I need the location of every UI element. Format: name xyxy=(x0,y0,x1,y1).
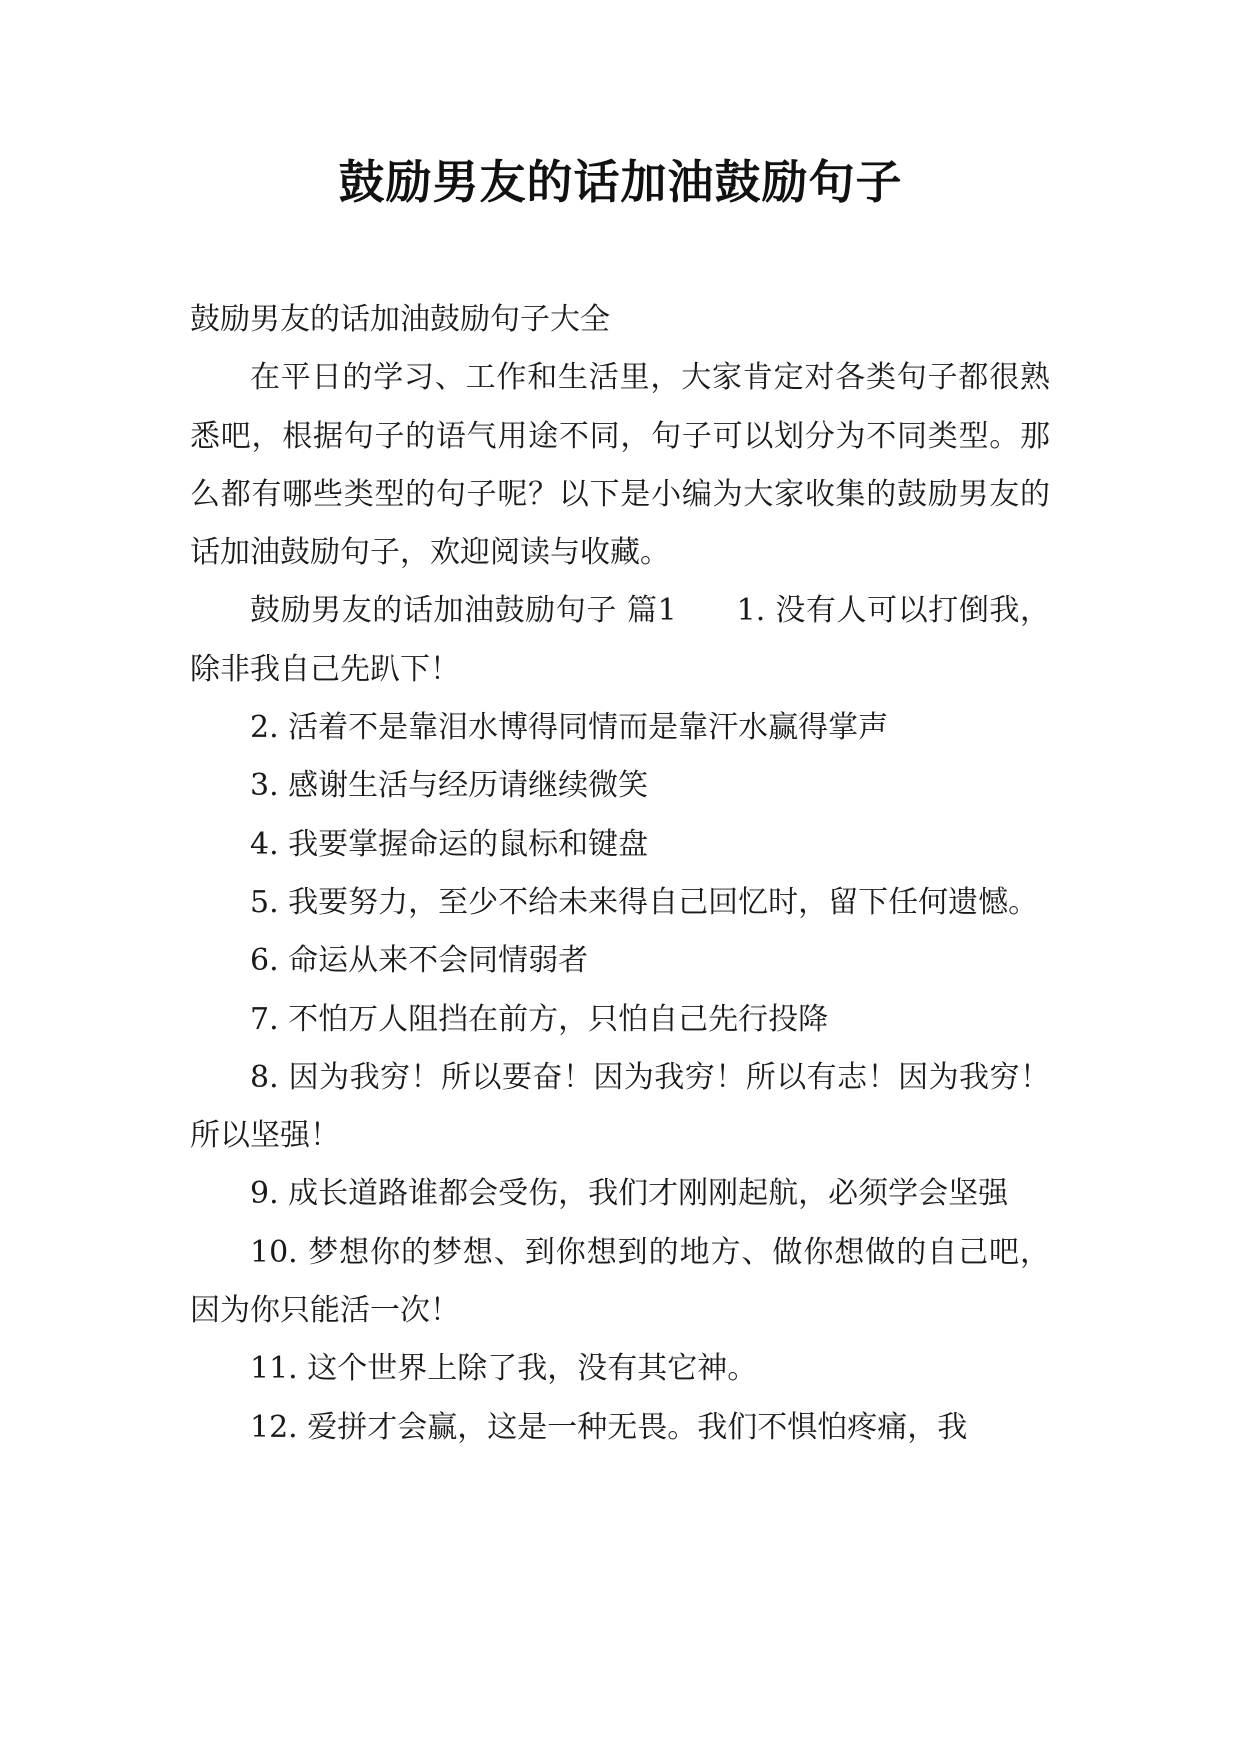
list-item-7: 7. 不怕万人阻挡在前方，只怕自己先行投降 xyxy=(250,1001,829,1037)
list-item-10: 10. 梦想你的梦想、到你想到的地方、做你想做的自己吧，因为你只能活一次！ xyxy=(190,1234,1050,1329)
list-item-5: 5. 我要努力，至少不给未来得自己回忆时，留下任何遗憾。 xyxy=(250,884,1039,920)
intro-paragraph: 在平日的学习、工作和生活里，大家肯定对各类句子都很熟悉吧，根据句子的语气用途不同，句子可以划分为不同类型。那么都有哪些类型的句子呢？以下是小编为大家收集的鼓励男友的话加油鼓励句子，欢迎阅读与收藏。 xyxy=(190,360,1050,571)
document-subtitle: 鼓励男友的话加油鼓励句子大全 xyxy=(190,302,610,337)
list-item-3: 3. 感谢生活与经历请继续微笑 xyxy=(250,768,649,804)
list-item-11: 11. 这个世界上除了我，没有其它神。 xyxy=(250,1351,758,1387)
list-item-12: 12. 爱拼才会赢，这是一种无畏。我们不惧怕疼痛，我 xyxy=(250,1409,968,1445)
list-item-8: 8. 因为我穷！所以要奋！因为我穷！所以有志！因为我穷！所以坚强！ xyxy=(190,1059,1050,1154)
list-item-4: 4. 我要掌握命运的鼠标和键盘 xyxy=(250,826,649,862)
list-item-9: 9. 成长道路谁都会受伤，我们才刚刚起航，必须学会坚强 xyxy=(250,1176,1009,1212)
document-title: 鼓励男友的话加油鼓励句子 xyxy=(338,155,903,209)
section-heading: 鼓励男友的话加油鼓励句子 篇1 xyxy=(250,593,677,629)
section-paragraph xyxy=(190,582,1050,699)
list-item-1: 1. 没有人可以打倒我，除非我自己先趴下！ xyxy=(190,593,1050,687)
list-item-2: 2. 活着不是靠泪水博得同情而是靠汗水赢得掌声 xyxy=(250,710,889,746)
list-item-6: 6. 命运从来不会同情弱者 xyxy=(250,943,589,979)
document-body xyxy=(190,291,1050,1457)
